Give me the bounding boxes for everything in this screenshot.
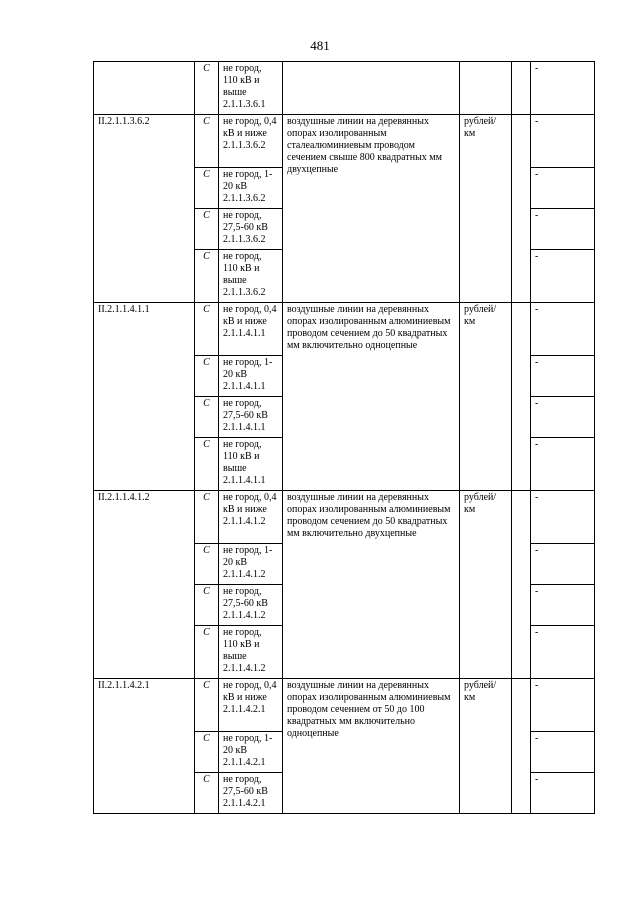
spacer-cell xyxy=(512,679,531,814)
voltage-cell: не город, 110 кВ и выше 2.1.1.4.1.2 xyxy=(219,626,283,679)
level-cell: С xyxy=(195,115,219,168)
description-cell: воздушные линии на деревянных опорах изолированным алюминиевым проводом сечением до 50 квадратных мм включительно двухцепные xyxy=(283,491,460,679)
tariff-table xyxy=(93,61,595,814)
voltage-cell: не город, 27,5-60 кВ 2.1.1.4.1.1 xyxy=(219,397,283,438)
page-number: 481 xyxy=(310,38,330,53)
table-row xyxy=(94,303,595,356)
code-cell: II.2.1.1.4.1.2 xyxy=(94,491,195,679)
voltage-cell: не город, 0,4 кВ и ниже 2.1.1.4.2.1 xyxy=(219,679,283,732)
voltage-cell: не город, 110 кВ и выше 2.1.1.3.6.2 xyxy=(219,250,283,303)
level-cell: С xyxy=(195,168,219,209)
value-cell: - xyxy=(531,303,595,356)
spacer-cell xyxy=(512,303,531,491)
code-cell: II.2.1.1.4.1.1 xyxy=(94,303,195,491)
level-cell: С xyxy=(195,356,219,397)
value-cell: - xyxy=(531,250,595,303)
level-cell: С xyxy=(195,397,219,438)
description-cell: воздушные линии на деревянных опорах изолированным сталеалюминиевым проводом сечением свыше 800 квадратных мм двухцепные xyxy=(283,115,460,303)
value-cell: - xyxy=(531,397,595,438)
value-cell: - xyxy=(531,115,595,168)
spacer-cell xyxy=(512,62,531,115)
voltage-cell: не город, 1-20 кВ 2.1.1.3.6.2 xyxy=(219,168,283,209)
voltage-cell: не город, 1-20 кВ 2.1.1.4.2.1 xyxy=(219,732,283,773)
value-cell: - xyxy=(531,544,595,585)
table-body xyxy=(94,62,595,814)
spacer-cell xyxy=(512,115,531,303)
unit-cell: рублей/ км xyxy=(460,491,512,679)
level-cell: С xyxy=(195,679,219,732)
unit-cell: рублей/ км xyxy=(460,115,512,303)
voltage-cell: не город, 0,4 кВ и ниже 2.1.1.4.1.1 xyxy=(219,303,283,356)
code-cell: II.2.1.1.4.2.1 xyxy=(94,679,195,814)
description-cell: воздушные линии на деревянных опорах изолированным алюминиевым проводом сечением до 50 квадратных мм включительно одноцепные xyxy=(283,303,460,491)
voltage-cell: не город, 0,4 кВ и ниже 2.1.1.4.1.2 xyxy=(219,491,283,544)
description-cell xyxy=(283,62,460,115)
voltage-cell: не город, 110 кВ и выше 2.1.1.4.1.1 xyxy=(219,438,283,491)
level-cell: С xyxy=(195,626,219,679)
value-cell: - xyxy=(531,773,595,814)
voltage-cell: не город, 27,5-60 кВ 2.1.1.3.6.2 xyxy=(219,209,283,250)
voltage-cell: не город, 1-20 кВ 2.1.1.4.1.2 xyxy=(219,544,283,585)
voltage-cell: не город, 0,4 кВ и ниже 2.1.1.3.6.2 xyxy=(219,115,283,168)
spacer-cell xyxy=(512,491,531,679)
value-cell: - xyxy=(531,626,595,679)
level-cell: С xyxy=(195,303,219,356)
level-cell: С xyxy=(195,773,219,814)
value-cell: - xyxy=(531,62,595,115)
value-cell: - xyxy=(531,732,595,773)
value-cell: - xyxy=(531,585,595,626)
code-cell: II.2.1.1.3.6.2 xyxy=(94,115,195,303)
level-cell: С xyxy=(195,62,219,115)
unit-cell: рублей/ км xyxy=(460,303,512,491)
voltage-cell: не город, 27,5-60 кВ 2.1.1.4.2.1 xyxy=(219,773,283,814)
level-cell: С xyxy=(195,732,219,773)
description-cell: воздушные линии на деревянных опорах изолированным алюминиевым проводом сечением от 50 до 100 квадратных мм включительно одноцепные xyxy=(283,679,460,814)
code-cell xyxy=(94,62,195,115)
value-cell: - xyxy=(531,438,595,491)
level-cell: С xyxy=(195,491,219,544)
voltage-cell: не город, 110 кВ и выше 2.1.1.3.6.1 xyxy=(219,62,283,115)
voltage-cell: не город, 27,5-60 кВ 2.1.1.4.1.2 xyxy=(219,585,283,626)
level-cell: С xyxy=(195,209,219,250)
value-cell: - xyxy=(531,491,595,544)
value-cell: - xyxy=(531,356,595,397)
voltage-cell: не город, 1-20 кВ 2.1.1.4.1.1 xyxy=(219,356,283,397)
table-row xyxy=(94,491,595,544)
level-cell: С xyxy=(195,250,219,303)
value-cell: - xyxy=(531,168,595,209)
value-cell: - xyxy=(531,209,595,250)
table-row xyxy=(94,115,595,168)
value-cell: - xyxy=(531,679,595,732)
unit-cell xyxy=(460,62,512,115)
level-cell: С xyxy=(195,585,219,626)
level-cell: С xyxy=(195,438,219,491)
level-cell: С xyxy=(195,544,219,585)
table-row xyxy=(94,62,595,115)
unit-cell: рублей/ км xyxy=(460,679,512,814)
table-row xyxy=(94,679,595,732)
